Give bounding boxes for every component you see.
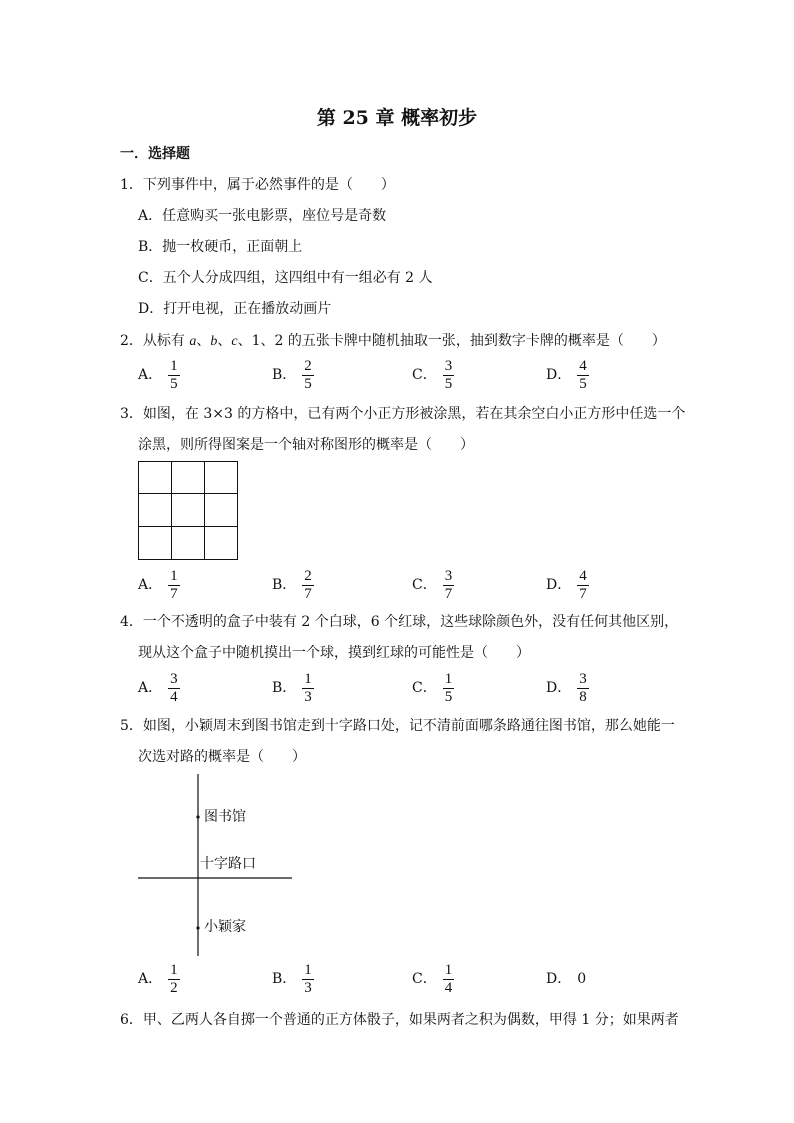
question-1-option-b[interactable]: B．抛一枚硬币，正面朝上 bbox=[138, 239, 303, 255]
numerator: 1 bbox=[444, 961, 453, 978]
question-2-option-c[interactable] bbox=[412, 358, 454, 392]
question-2-separator: 、 bbox=[217, 333, 232, 349]
home-label: 小颖家 bbox=[204, 919, 246, 935]
denominator: 5 bbox=[304, 375, 312, 392]
question-3-option-b[interactable] bbox=[272, 568, 314, 602]
crossroad-label: 十字路口 bbox=[200, 856, 256, 872]
denominator: 5 bbox=[444, 375, 453, 392]
question-3-stem-line-2: 涂黑，则所得图案是一个轴对称图形的概率是（ ） bbox=[138, 437, 474, 453]
denominator: 7 bbox=[444, 585, 453, 602]
numerator: 3 bbox=[579, 670, 587, 687]
fraction bbox=[302, 963, 314, 996]
option-letter: B． bbox=[272, 680, 297, 696]
fraction bbox=[577, 672, 589, 705]
fraction bbox=[443, 359, 455, 392]
section-heading: 一．选择题 bbox=[120, 146, 190, 162]
fraction bbox=[168, 359, 180, 392]
option-letter: C． bbox=[412, 577, 437, 593]
question-1-option-a[interactable]: A．任意购买一张电影票，座位号是奇数 bbox=[138, 208, 387, 224]
numerator: 1 bbox=[304, 961, 312, 978]
grid-line bbox=[171, 462, 172, 559]
variable-b: b bbox=[210, 334, 218, 349]
option-letter: A． bbox=[138, 680, 163, 696]
question-5-stem-line-2: 次选对路的概率是（ ） bbox=[138, 749, 306, 765]
denominator: 2 bbox=[170, 979, 178, 996]
denominator: 4 bbox=[170, 688, 178, 705]
fraction bbox=[443, 963, 455, 996]
home-marker bbox=[196, 926, 199, 929]
question-4-stem-line-1: 4．一个不透明的盒子中装有 2 个白球，6 个红球，这些球除颜色外，没有任何其他区别， bbox=[120, 614, 679, 630]
question-5-option-b[interactable] bbox=[272, 962, 314, 996]
denominator: 8 bbox=[579, 688, 587, 705]
variable-c: c bbox=[231, 334, 238, 349]
option-letter: C． bbox=[412, 367, 437, 383]
numerator: 2 bbox=[304, 567, 312, 584]
option-letter: A． bbox=[138, 367, 163, 383]
numerator: 1 bbox=[170, 357, 178, 374]
numerator: 4 bbox=[579, 567, 587, 584]
denominator: 7 bbox=[579, 585, 587, 602]
question-5-option-d[interactable] bbox=[546, 962, 586, 996]
option-letter: B． bbox=[272, 971, 297, 987]
option-letter: C． bbox=[412, 680, 437, 696]
question-4-stem-line-2: 现从这个盒子中随机摸出一个球，摸到红球的可能性是（ ） bbox=[138, 645, 530, 661]
grid-3x3-figure bbox=[138, 461, 238, 560]
page-title: 第 25 章 概率初步 bbox=[316, 107, 478, 129]
denominator: 7 bbox=[304, 585, 312, 602]
question-5-option-c[interactable] bbox=[412, 962, 454, 996]
option-letter: B． bbox=[272, 367, 297, 383]
question-1-option-d[interactable]: D．打开电视，正在播放动画片 bbox=[138, 301, 332, 317]
question-2-option-a[interactable] bbox=[138, 358, 180, 392]
denominator: 3 bbox=[304, 688, 312, 705]
option-value: 0 bbox=[577, 971, 587, 987]
question-6-stem-line-1: 6．甲、乙两人各自掷一个普通的正方体骰子，如果两者之积为偶数，甲得 1 分；如果两者 bbox=[120, 1012, 679, 1028]
option-letter: D． bbox=[546, 367, 572, 383]
question-4-option-d[interactable] bbox=[546, 671, 589, 705]
question-2-suffix: 、1、2 的五张卡牌中随机抽取一张，抽到数字卡牌的概率是（ ） bbox=[237, 333, 666, 349]
option-letter: C． bbox=[412, 971, 437, 987]
library-marker bbox=[196, 815, 199, 818]
fraction bbox=[577, 569, 589, 602]
denominator: 5 bbox=[444, 688, 453, 705]
question-5-stem-line-1: 5．如图，小颖周末到图书馆走到十字路口处，记不清前面哪条路通往图书馆，那么她能一 bbox=[120, 718, 675, 734]
denominator: 5 bbox=[579, 375, 587, 392]
question-3-option-c[interactable] bbox=[412, 568, 454, 602]
fraction bbox=[443, 569, 455, 602]
denominator: 7 bbox=[170, 585, 178, 602]
question-5-option-a[interactable] bbox=[138, 962, 180, 996]
numerator: 1 bbox=[170, 567, 178, 584]
denominator: 3 bbox=[304, 979, 312, 996]
question-3-stem-line-1: 3．如图，在 3×3 的方格中，已有两个小正方形被涂黑，若在其余空白小正方形中任选一个 bbox=[120, 406, 686, 422]
variable-a: a bbox=[189, 334, 197, 349]
question-2-separator: 、 bbox=[196, 333, 211, 349]
question-1-option-c[interactable]: C．五个人分成四组，这四组中有一组必有 2 人 bbox=[138, 270, 433, 286]
numerator: 2 bbox=[304, 357, 312, 374]
numerator: 1 bbox=[304, 670, 312, 687]
question-3-option-d[interactable] bbox=[546, 568, 589, 602]
option-letter: A． bbox=[138, 971, 163, 987]
numerator: 1 bbox=[170, 961, 178, 978]
question-4-option-c[interactable] bbox=[412, 671, 454, 705]
question-2-option-d[interactable] bbox=[546, 358, 589, 392]
numerator: 3 bbox=[170, 670, 178, 687]
question-2-prefix: 2．从标有 bbox=[120, 333, 190, 349]
grid-line bbox=[139, 493, 237, 494]
grid-line bbox=[139, 526, 237, 527]
denominator: 5 bbox=[170, 375, 178, 392]
fraction bbox=[302, 672, 314, 705]
fraction bbox=[168, 569, 180, 602]
question-4-option-a[interactable] bbox=[138, 671, 180, 705]
fraction bbox=[302, 359, 314, 392]
option-letter: D． bbox=[546, 577, 572, 593]
question-2-option-b[interactable] bbox=[272, 358, 314, 392]
denominator: 4 bbox=[444, 979, 453, 996]
question-2-stem bbox=[120, 331, 666, 352]
numerator: 3 bbox=[444, 567, 453, 584]
grid-line bbox=[204, 462, 205, 559]
fraction bbox=[577, 359, 589, 392]
numerator: 1 bbox=[444, 670, 453, 687]
library-label: 图书馆 bbox=[204, 809, 246, 825]
question-1-stem: 1．下列事件中，属于必然事件的是（ ） bbox=[120, 177, 395, 193]
numerator: 3 bbox=[444, 357, 453, 374]
fraction bbox=[168, 963, 180, 996]
fraction bbox=[168, 672, 180, 705]
question-3-option-a[interactable] bbox=[138, 568, 180, 602]
option-letter: A． bbox=[138, 577, 163, 593]
fraction bbox=[302, 569, 314, 602]
question-4-option-b[interactable] bbox=[272, 671, 314, 705]
option-letter: D． bbox=[546, 971, 572, 987]
fraction bbox=[443, 672, 455, 705]
numerator: 4 bbox=[579, 357, 587, 374]
option-letter: B． bbox=[272, 577, 297, 593]
option-letter: D． bbox=[546, 680, 572, 696]
